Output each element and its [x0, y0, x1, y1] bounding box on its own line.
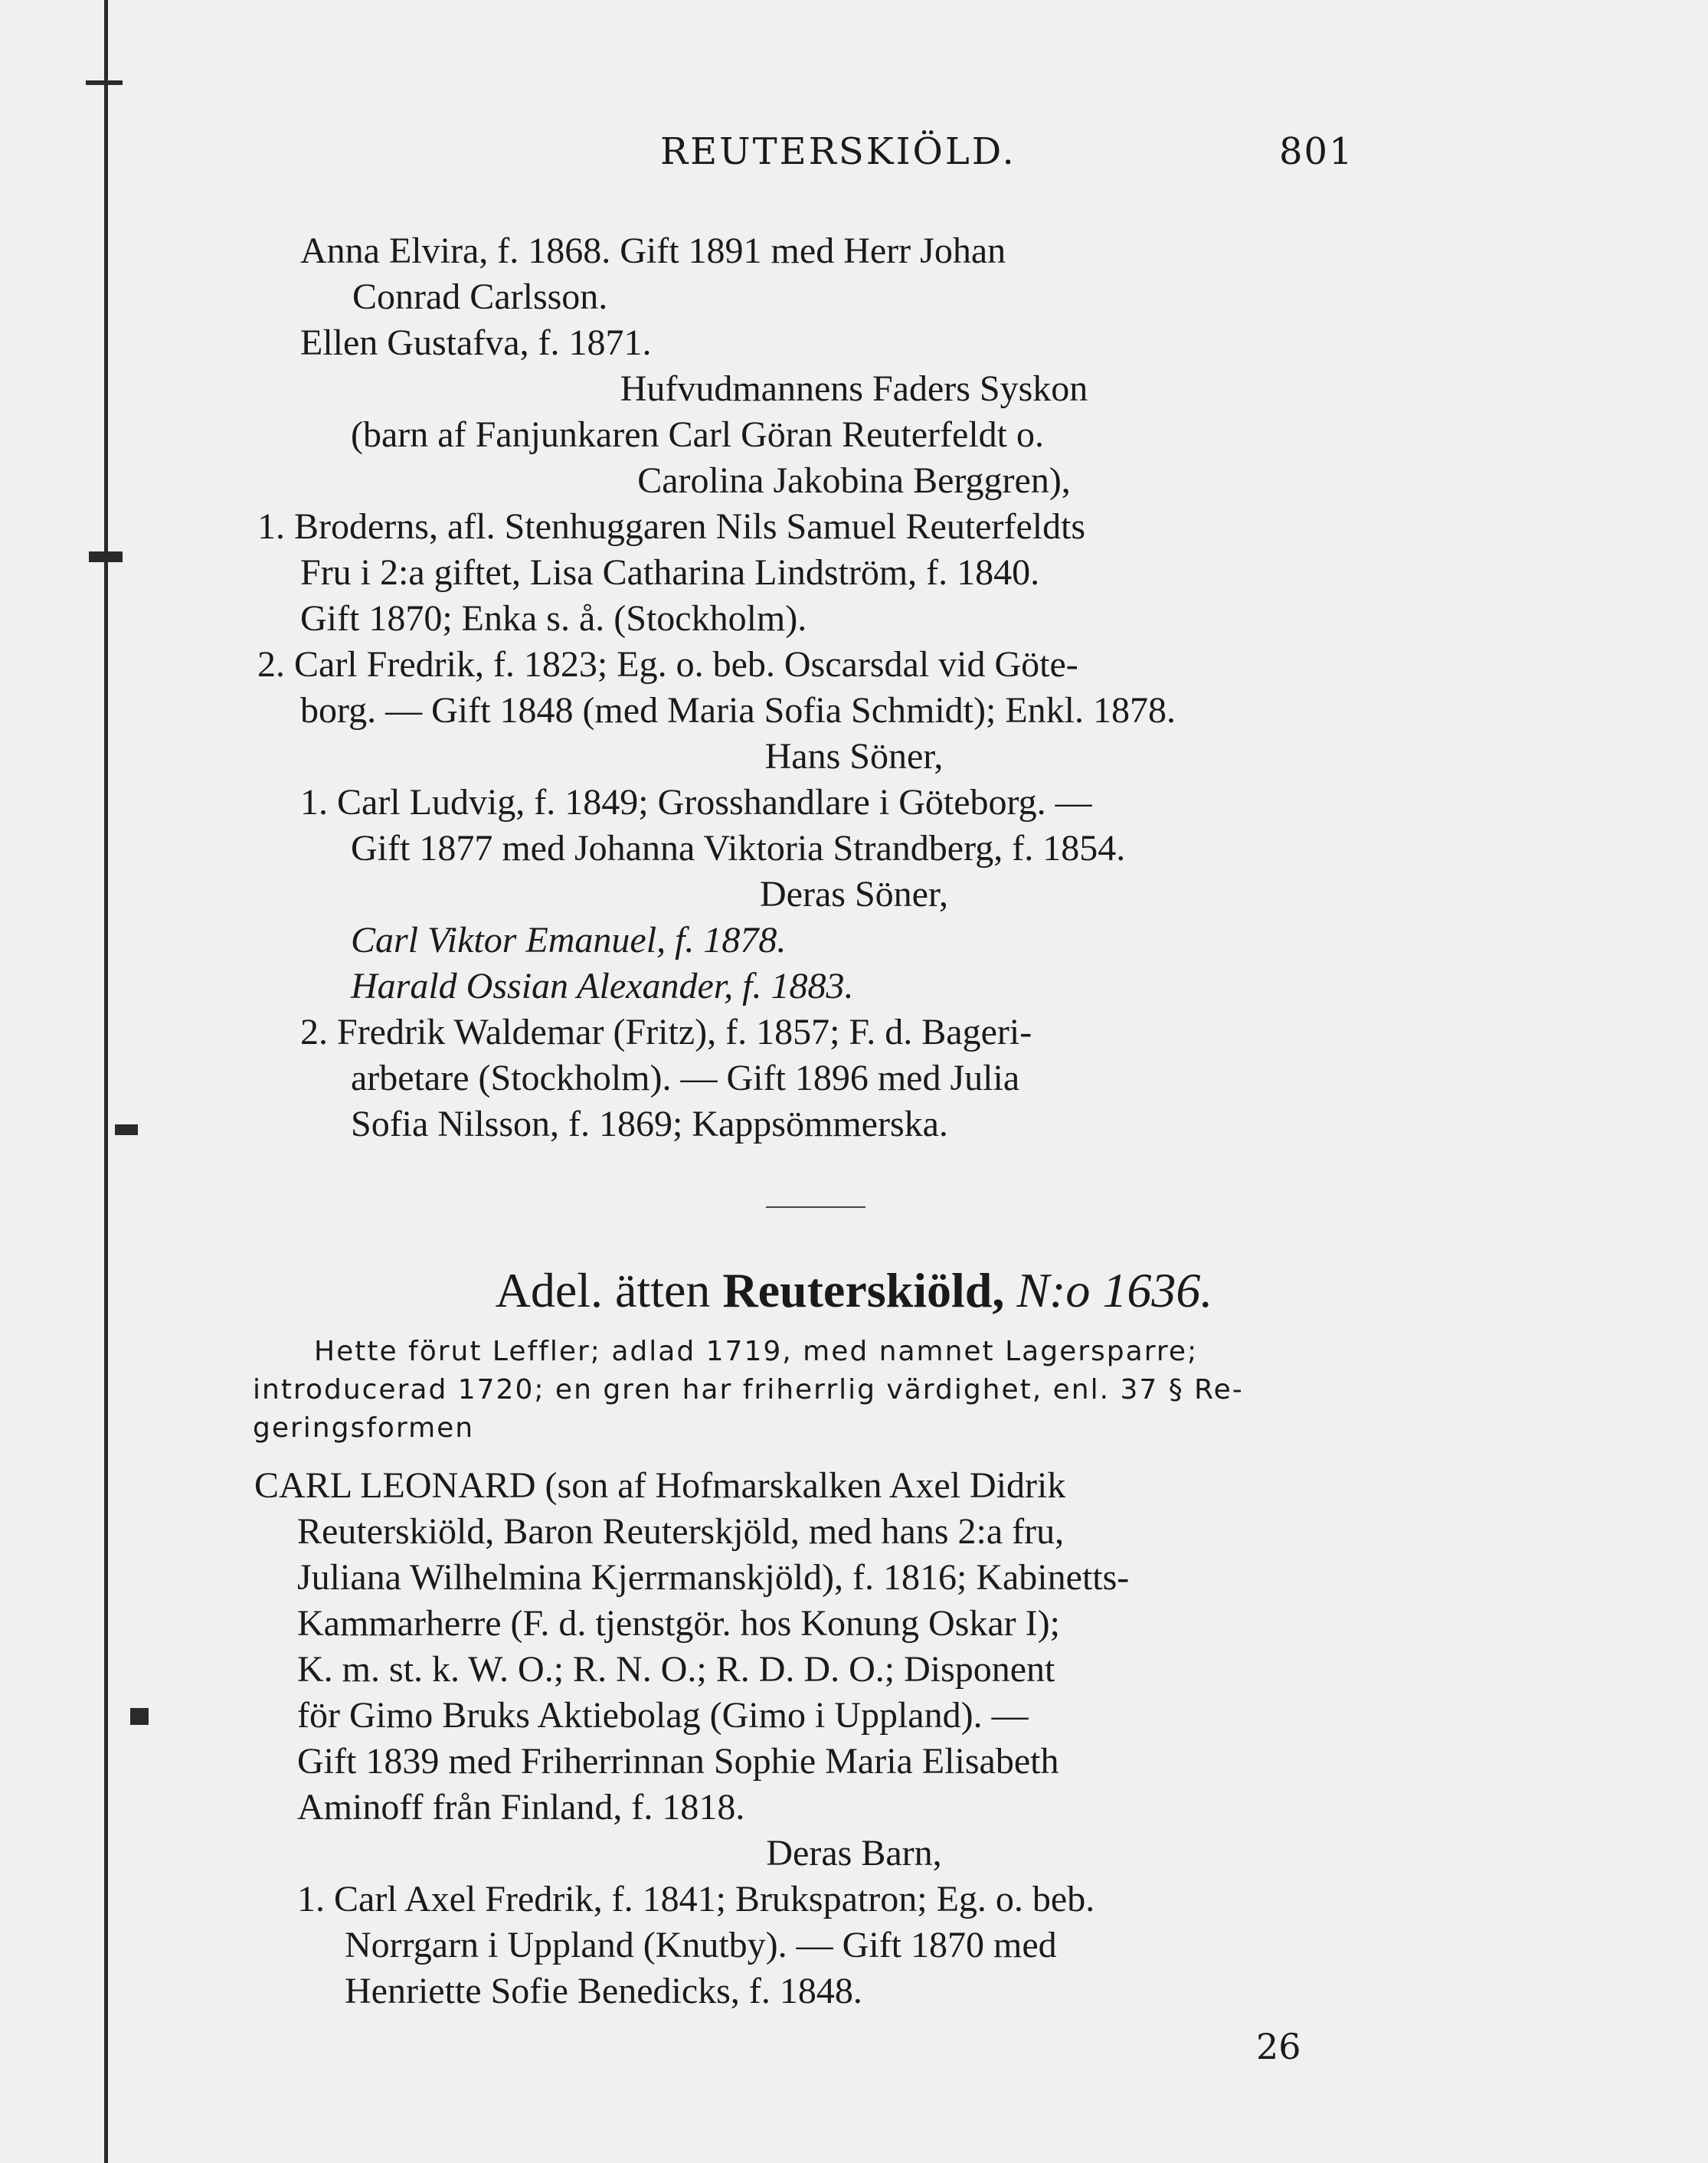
text-line: CARL LEONARD (son af Hofmarskalken Axel Didrik [254, 1465, 1066, 1506]
binding-tick [89, 551, 123, 562]
text-line: 1. Carl Axel Fredrik, f. 1841; Brukspatron; Eg. o. beb. [297, 1879, 1095, 1919]
text-line: 1. Broderns, afl. Stenhuggaren Nils Samuel Reuterfeldts [257, 506, 1086, 547]
text-line: borg. — Gift 1848 (med Maria Sofia Schmidt); Enkl. 1878. [300, 690, 1176, 731]
text-line: Fru i 2:a giftet, Lisa Catharina Lindström, f. 1840. [300, 552, 1040, 593]
binding-tick [130, 1708, 149, 1725]
text-line: för Gimo Bruks Aktiebolag (Gimo i Uppland). — [297, 1695, 1029, 1736]
intro-line: geringsformen [253, 1412, 475, 1444]
text-line: Henriette Sofie Benedicks, f. 1848. [345, 1971, 862, 2011]
running-head: REUTERSKIÖLD. [660, 130, 1016, 173]
text-line: Juliana Wilhelmina Kjerrmanskjöld), f. 1816; Kabinetts- [297, 1557, 1130, 1598]
intro-line: introducerad 1720; en gren har friherrlig värdighet, enl. 37 § Re- [253, 1374, 1244, 1405]
text-line: Gift 1839 med Friherrinnan Sophie Maria Elisabeth [297, 1741, 1059, 1782]
text-line: 2. Fredrik Waldemar (Fritz), f. 1857; F. d. Bageri- [300, 1012, 1032, 1052]
page-number: 801 [1279, 130, 1354, 173]
text-line: Gift 1877 med Johanna Viktoria Strandberg, f. 1854. [351, 828, 1126, 869]
subheading: Deras Söner, [760, 874, 948, 915]
text-line: 2. Carl Fredrik, f. 1823; Eg. o. beb. Oscarsdal vid Göte- [257, 644, 1078, 685]
binding-tick [86, 80, 123, 85]
section-title-prefix: Adel. ätten [495, 1263, 723, 1317]
subheading: Deras Barn, [766, 1833, 942, 1873]
binding-tick [115, 1124, 138, 1135]
text-line: Gift 1870; Enka s. å. (Stockholm). [300, 598, 807, 639]
text-line: Aminoff från Finland, f. 1818. [297, 1787, 745, 1828]
text-line: Conrad Carlsson. [352, 277, 608, 317]
intro-line: Hette förut Leffler; adlad 1719, med namnet Lagersparre; [314, 1336, 1199, 1367]
text-line: Carolina Jakobina Berggren), [637, 460, 1071, 501]
subheading: Hufvudmannens Faders Syskon [620, 368, 1088, 409]
section-title [0, 1262, 1708, 1319]
text-line: K. m. st. k. W. O.; R. N. O.; R. D. D. O.; Disponent [297, 1649, 1055, 1690]
section-title-number: N:o 1636. [1004, 1263, 1213, 1317]
text-line: Kammarherre (F. d. tjenstgör. hos Konung Oskar I); [297, 1603, 1060, 1644]
text-line: Carl Viktor Emanuel, f. 1878. [351, 920, 787, 960]
text-line: Anna Elvira, f. 1868. Gift 1891 med Herr Johan [300, 231, 1006, 271]
text-line: Ellen Gustafva, f. 1871. [300, 322, 652, 363]
text-line: Norrgarn i Uppland (Knutby). — Gift 1870 med [345, 1925, 1057, 1965]
signature-mark: 26 [1256, 2026, 1301, 2067]
text-line: 1. Carl Ludvig, f. 1849; Grosshandlare i Göteborg. — [300, 782, 1092, 823]
text-line: Reuterskiöld, Baron Reuterskjöld, med hans 2:a fru, [297, 1511, 1065, 1552]
text-line: arbetare (Stockholm). — Gift 1896 med Julia [351, 1058, 1020, 1098]
text-line: Sofia Nilsson, f. 1869; Kappsömmerska. [351, 1104, 948, 1144]
subheading: Hans Söner, [764, 736, 944, 777]
text-line: (barn af Fanjunkaren Carl Göran Reuterfeldt o. [351, 414, 1044, 455]
section-title-name: Reuterskiöld, [722, 1263, 1005, 1317]
section-divider [766, 1206, 865, 1208]
text-line: Harald Ossian Alexander, f. 1883. [351, 966, 854, 1006]
